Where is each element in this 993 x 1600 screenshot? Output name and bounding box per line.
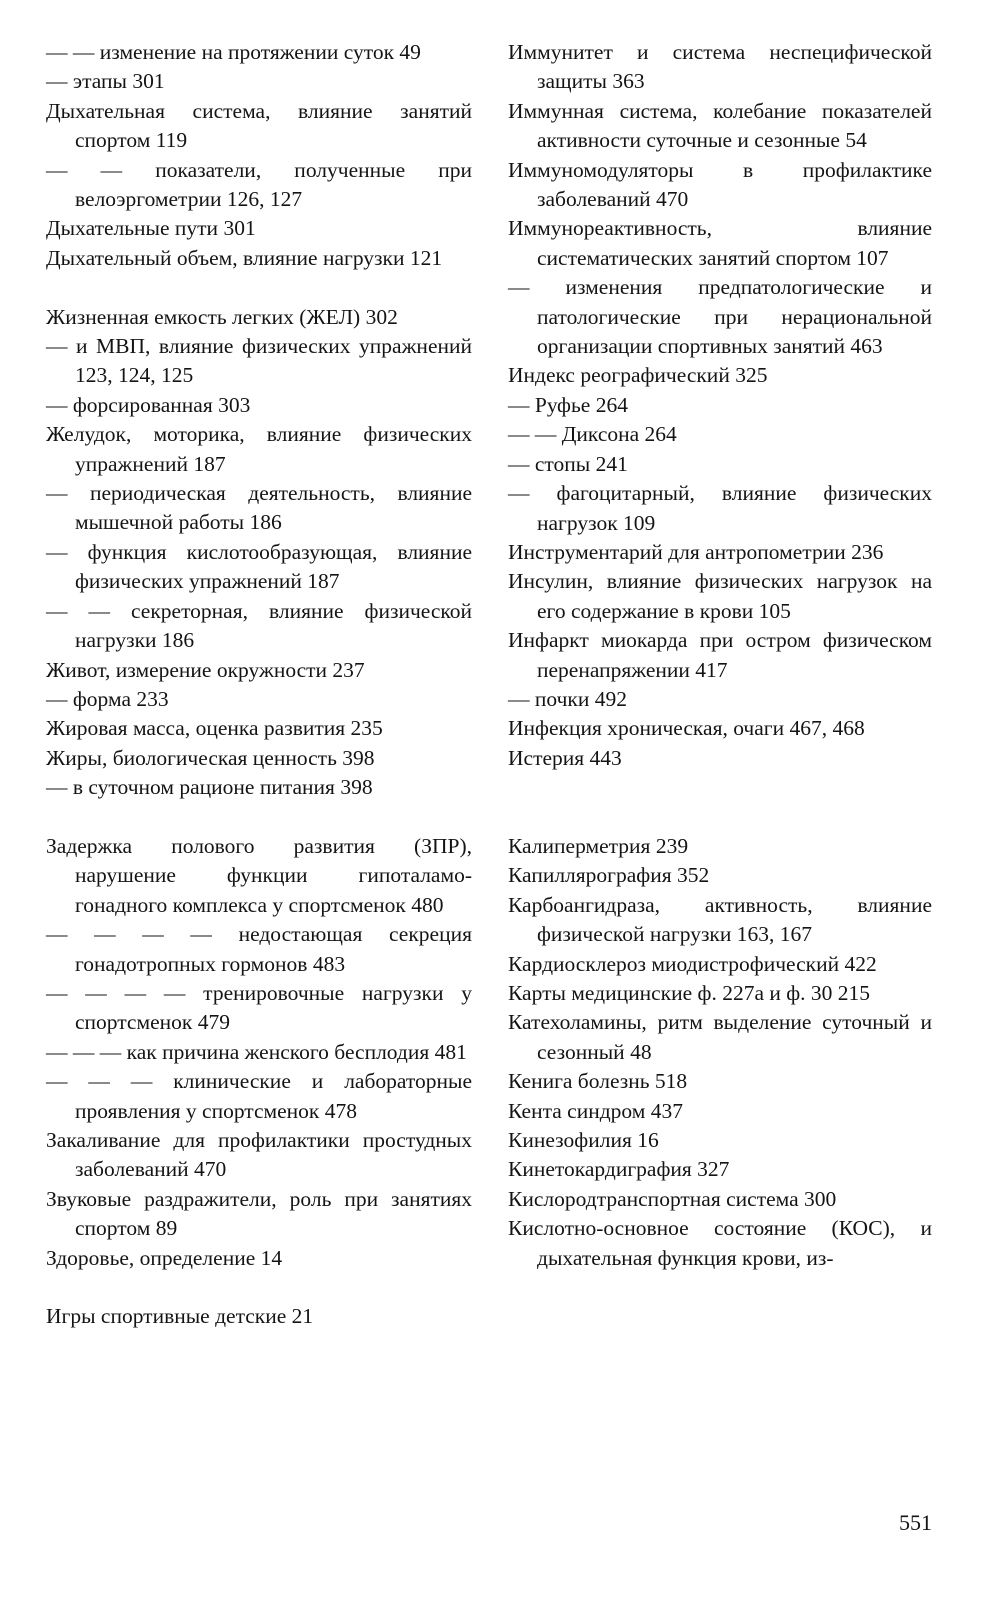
index-entry: Карты медицинские ф. 227а и ф. 30 215 [508,980,871,1005]
index-entry: — — изменение на протяжении суток 49 [46,40,421,64]
index-entry: — — — как причина женского бесплодия 481 [46,1039,467,1064]
index-entry: — и МВП, влияние физических упражнений 123, 124, 125 [46,334,472,388]
index-entry: — форма 233 [46,686,169,711]
index-entry: — — Диксона 264 [508,422,677,447]
index-entry: Инструментарий для антропометрии 236 [508,539,884,564]
index-entry: — стопы 241 [508,451,628,476]
index-entry: — — секреторная, влияние физической нагрузки 186 [46,598,472,653]
index-entry: Истерия 443 [508,745,622,770]
index-entry: Дыхательная система, влияние занятий спортом 119 [46,98,472,153]
index-entry: Кенига болезнь 518 [508,1069,688,1094]
index-entry: Жировая масса, оценка развития 235 [46,716,383,741]
index-column-right [508,38,932,1273]
index-entry: Карбоангидраза, активность, влияние физической нагрузки 163, 167 [508,892,932,947]
index-entry: Калиперметрия 239 [508,833,689,858]
index-entry: Инфаркт миокарда при остром физическом перенапряжении 417 [508,628,932,682]
index-entry: Закаливание для профилактики простудных заболеваний 470 [46,1128,472,1182]
index-entry: Катехоламины, ритм выделение суточный и сезонный 48 [508,1010,932,1064]
index-entry: Жизненная емкость легких (ЖЕЛ) 302 [46,304,398,329]
index-entry: Иммуномодуляторы в профилактике заболеваний 470 [508,157,932,212]
index-entry: Живот, измерение окружности 237 [46,657,365,682]
index-entry: Инсулин, влияние физических нагрузок на его содержание в крови 105 [508,569,932,623]
index-entry: Кардиосклероз миодистрофический 422 [508,951,877,976]
index-entry: Игры спортивные детские 21 [46,1304,314,1329]
index-entry: Жиры, биологическая ценность 398 [46,745,375,770]
index-entry: — изменения предпатологические и патологические при нерациональной организации спортивных занятий 463 [508,275,932,359]
index-entry: Капиллярография 352 [508,863,710,888]
index-entry: Здоровье, определение 14 [46,1245,283,1270]
section-gap [46,273,472,302]
page-number: 551 [899,1510,932,1535]
index-entry: Задержка полового развития (ЗПР), нарушение функции гипоталамо-гонадного комплекса у спортсменок 480 [46,833,472,917]
index-entry: — — — клинические и лабораторные проявления у спортсменок 478 [46,1069,472,1123]
index-entry: Кента синдром 437 [508,1098,683,1123]
index-entry: — этапы 301 [46,69,165,94]
index-entry: — в суточном рационе питания 398 [46,775,373,800]
index-column-left [46,38,472,1332]
section-gap [46,803,472,832]
index-entry: Индекс реографический 325 [508,363,768,388]
index-entry: Звуковые раздражители, роль при занятиях спортом 89 [46,1186,472,1241]
index-entry: Кислотно-основное состояние (КОС), и дыхательная функция крови, из- [508,1216,932,1270]
index-entry: — фагоцитарный, влияние физических нагрузок 109 [508,481,932,535]
index-entry: — почки 492 [508,686,627,711]
index-entry: — — — — тренировочные нагрузки у спортсменок 479 [46,980,472,1035]
index-entry: Кинезофилия 16 [508,1128,659,1153]
section-gap [46,1273,472,1302]
index-entry: Кинетокардиграфия 327 [508,1157,730,1182]
index-entry: — — — — недостающая секреция гонадотропных гормонов 483 [46,922,472,976]
index-entry: — Руфье 264 [508,392,628,417]
index-entry: Инфекция хроническая, очаги 467, 468 [508,716,865,741]
index-entry: — периодическая деятельность, влияние мышечной работы 186 [46,481,472,535]
index-entry: Дыхательные пути 301 [46,216,256,241]
index-entry: Кислородтранспортная система 300 [508,1186,837,1211]
index-entry: Иммунитет и система неспецифической защиты 363 [508,40,932,94]
index-entry: — форсированная 303 [46,392,251,417]
index-entry: — функция кислотообразующая, влияние физических упражнений 187 [46,539,472,594]
index-entry: Дыхательный объем, влияние нагрузки 121 [46,245,443,270]
index-entry: Желудок, моторика, влияние физических упражнений 187 [46,422,472,476]
index-entry: Иммунная система, колебание показателей активности суточные и сезонные 54 [508,98,932,153]
index-entry: Иммунореактивность, влияние систематических занятий спортом 107 [508,216,932,270]
section-gap [508,773,932,832]
index-entry: — — показатели, полученные при велоэргометрии 126, 127 [46,157,472,212]
